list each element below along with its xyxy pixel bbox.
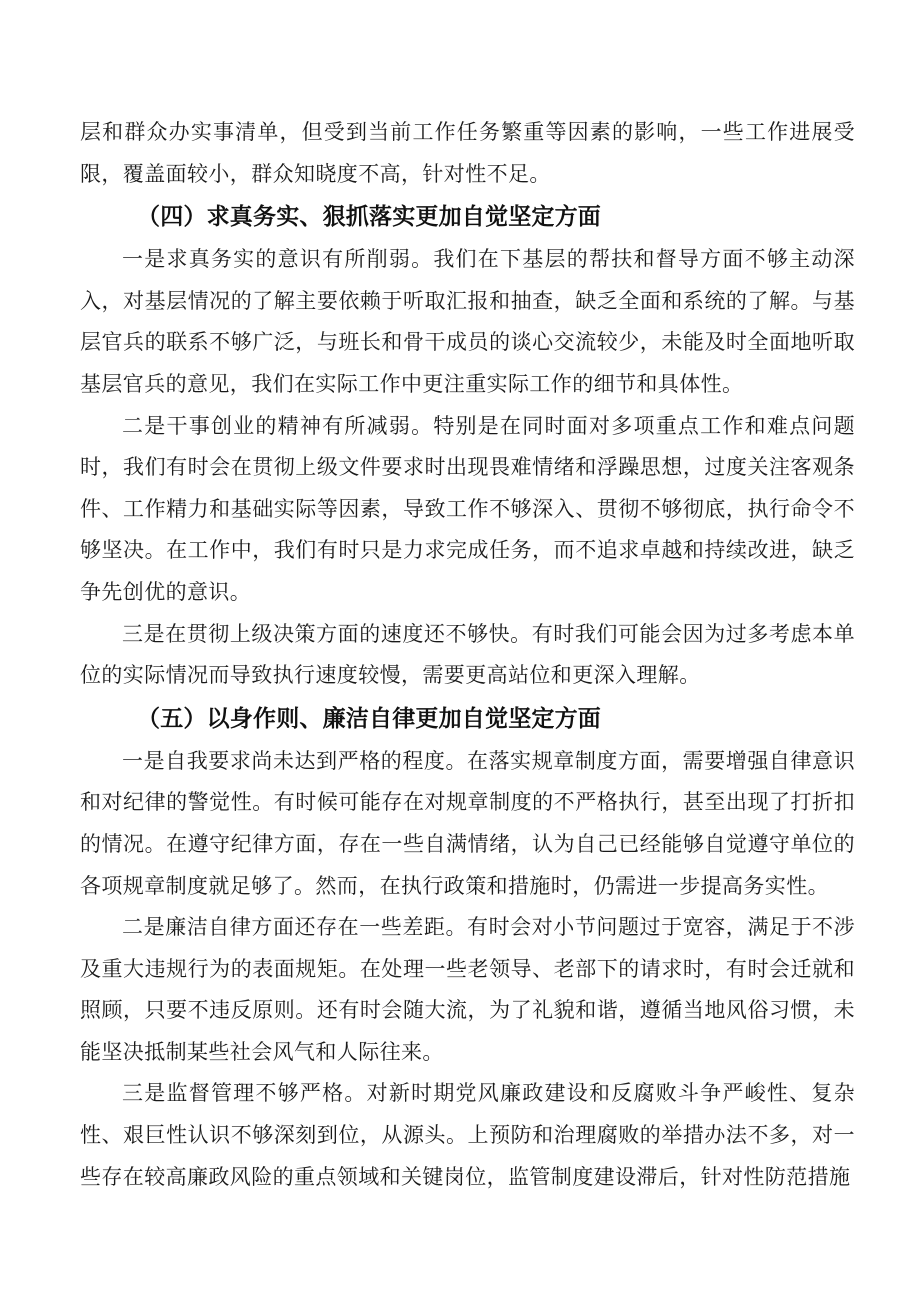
section-5-heading: （五）以身作则、廉洁自律更加自觉坚定方面 [137, 705, 601, 732]
section-5-paragraph-1: 一是自我要求尚未达到严格的程度。在落实规章制度方面，需要增强自律意识和对纪律的警觉性。有时候可能存在对规章制度的不严格执行，甚至出现了打折扣的情况。在遵守纪律方面，存在一些自满情绪，认为自己已经能够自觉遵守单位的各项规章制度就足够了。然而，在执行政策和措施时，仍需进一步提高务实性。 [80, 748, 855, 898]
section-5-paragraph-3: 三是监督管理不够严格。对新时期党风廉政建设和反腐败斗争严峻性、复杂性、艰巨性认识不够深刻到位，从源头。上预防和治理腐败的举措办法不多，对一些存在较高廉政风险的重点领域和关键岗位，监管制度建设滞后，针对性防范措施 [80, 1081, 855, 1189]
section-4-heading: （四）求真务实、狠抓落实更加自觉坚定方面 [137, 204, 601, 231]
document-body [80, 112, 855, 1198]
section-5-paragraph-2: 二是廉洁自律方面还存在一些差距。有时会对小节问题过于宽容，满足于不涉及重大违规行为的表面规矩。在处理一些老领导、老部下的请求时，有时会迁就和照顾，只要不违反原则。还有时会随大流，为了礼貌和谐，遵循当地风俗习惯，未能坚决抵制某些社会风气和人际往来。 [80, 915, 855, 1064]
section-4-paragraph-3: 三是在贯彻上级决策方面的速度还不够快。有时我们可能会因为过多考虑本单位的实际情况而导致执行速度较慢，需要更高站位和更深入理解。 [80, 621, 855, 688]
section-4-paragraph-1: 一是求真务实的意识有所削弱。我们在下基层的帮扶和督导方面不够主动深入，对基层情况的了解主要依赖于听取汇报和抽查，缺乏全面和系统的了解。与基层官兵的联系不够广泛，与班长和骨干成员的谈心交流较少，未能及时全面地听取基层官兵的意见，我们在实际工作中更注重实际工作的细节和具体性。 [80, 247, 855, 396]
section-4-paragraph-2: 二是干事创业的精神有所减弱。特别是在同时面对多项重点工作和难点问题时，我们有时会在贯彻上级文件要求时出现畏难情绪和浮躁思想，过度关注客观条件、工作精力和基础实际等因素，导致工作不够深入、贯彻不够彻底，执行命令不够坚决。在工作中，我们有时只是力求完成任务，而不追求卓越和持续改进，缺乏争先创优的意识。 [80, 413, 855, 604]
intro-continuation-paragraph: 层和群众办实事清单，但受到当前工作任务繁重等因素的影响，一些工作进展受限，覆盖面较小，群众知晓度不高，针对性不足。 [80, 120, 855, 186]
